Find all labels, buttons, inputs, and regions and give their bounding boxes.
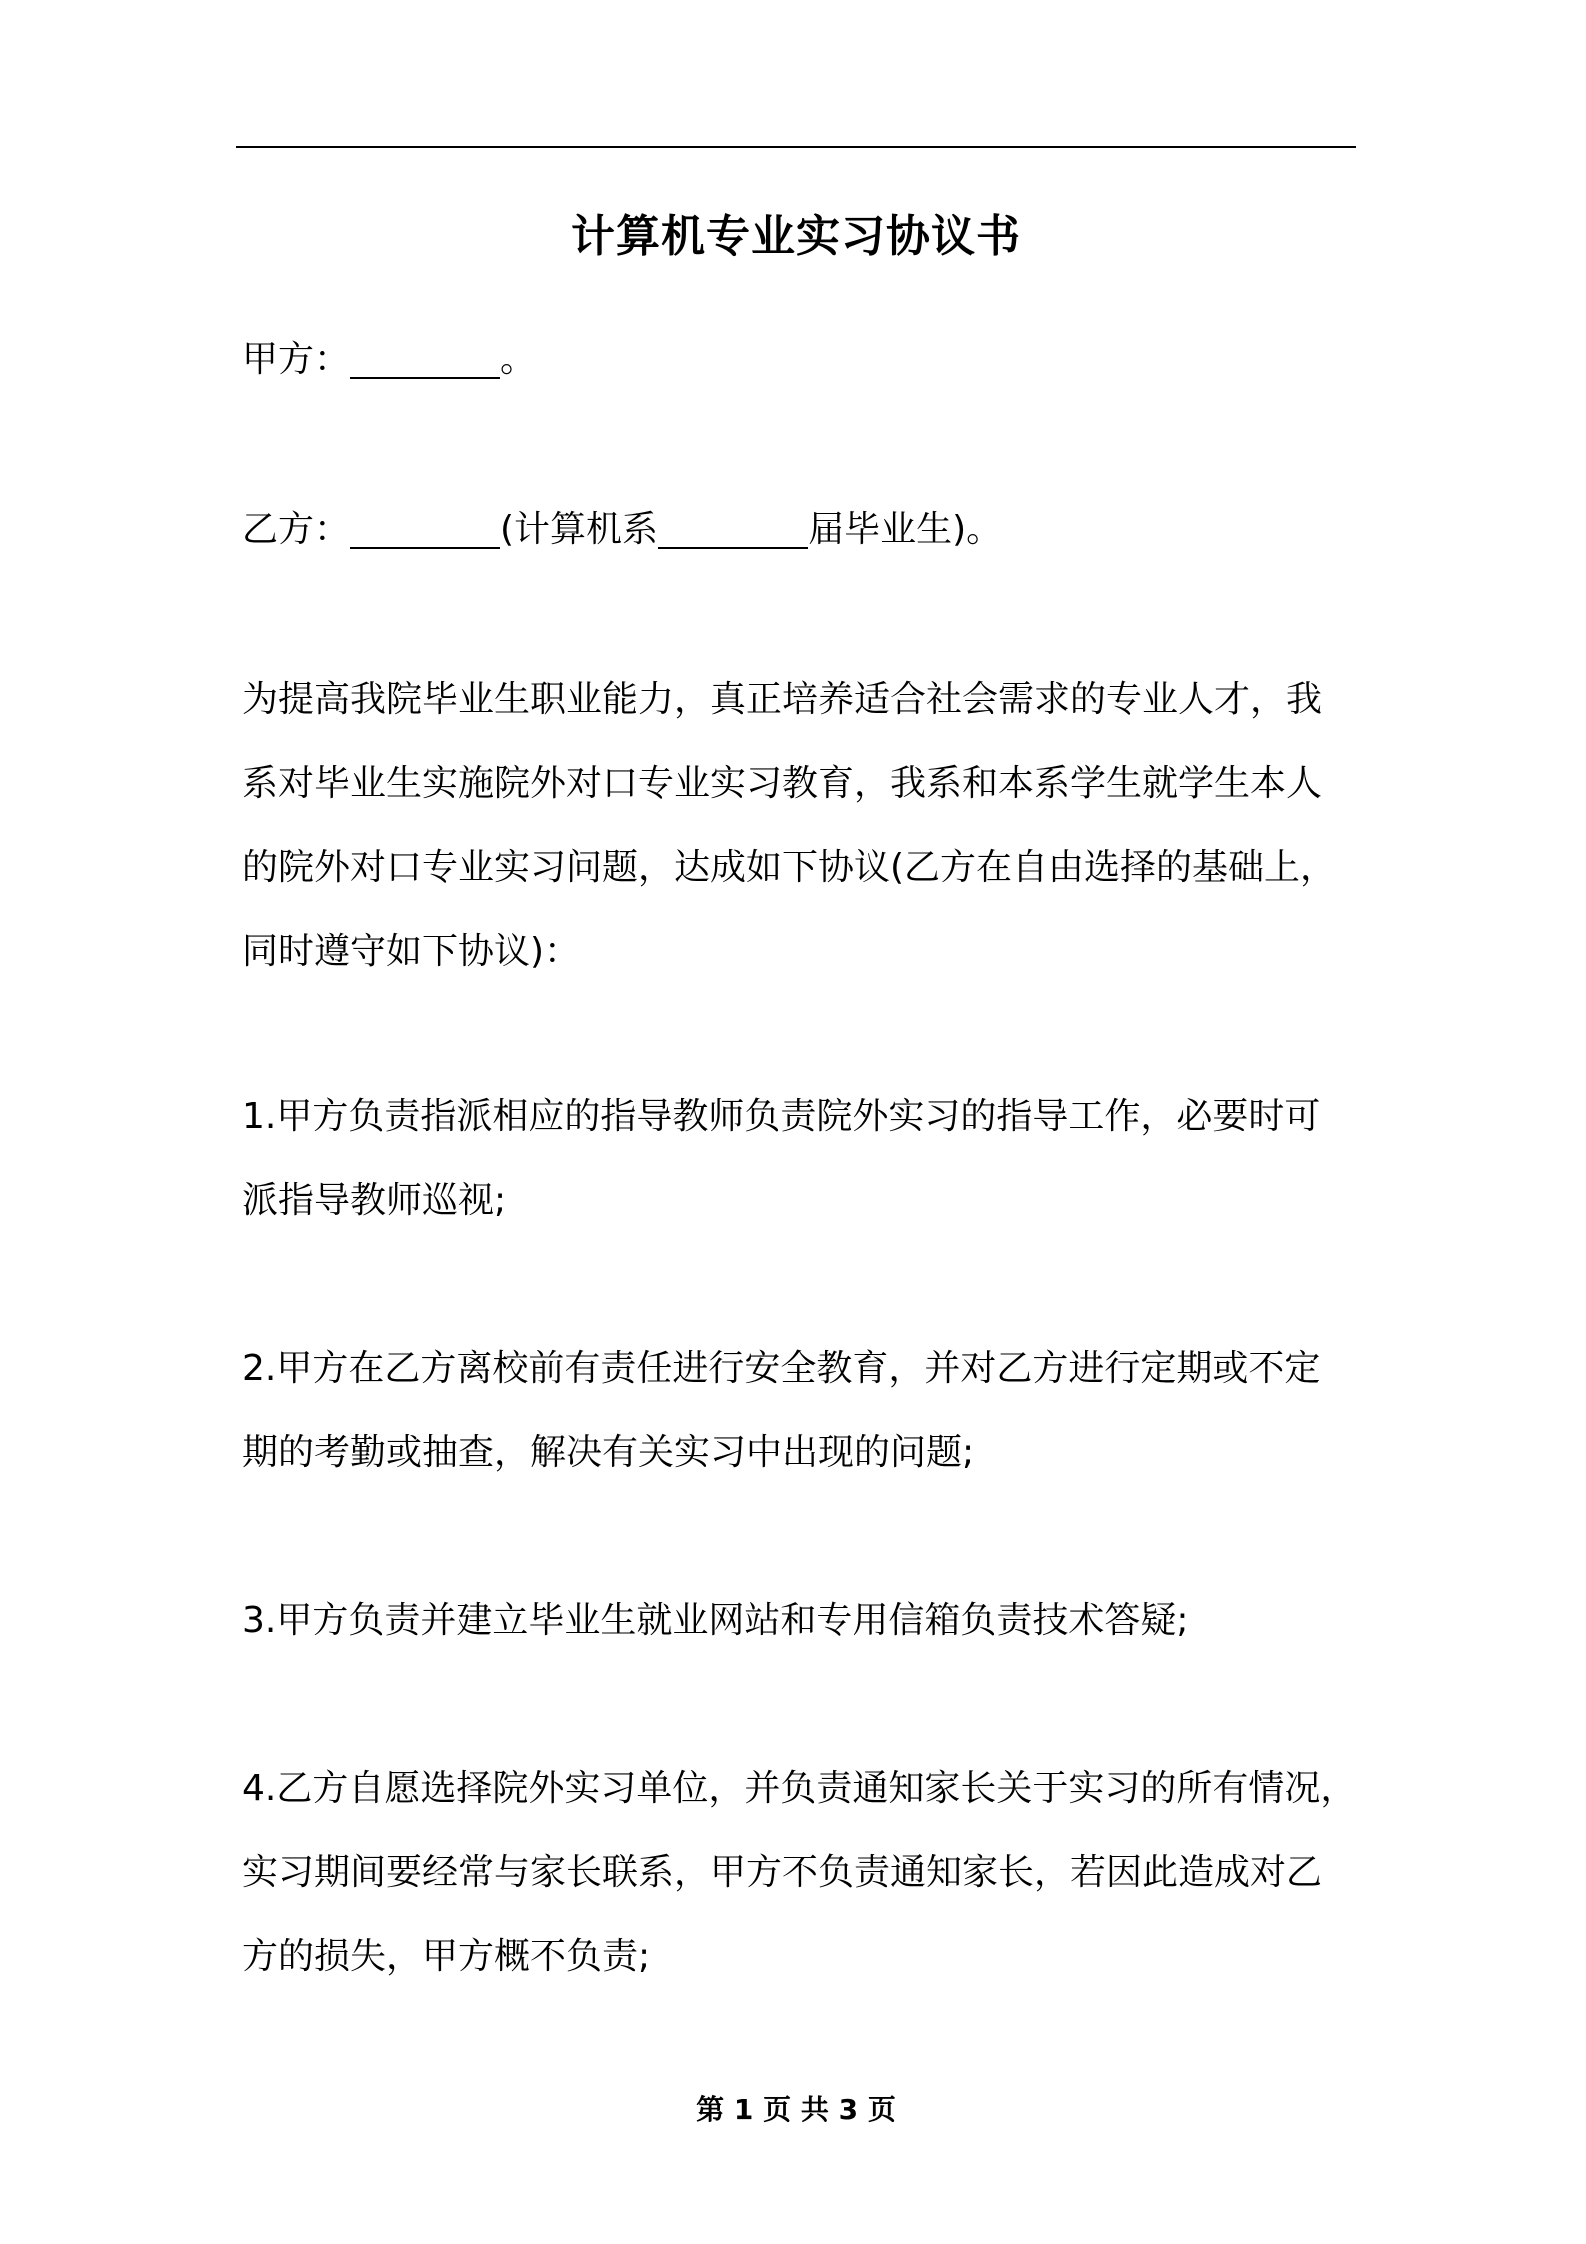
clause-2 — [242, 1327, 1362, 1495]
clause-line: 4.乙方自愿选择院外实习单位，并负责通知家长关于实习的所有情况， — [242, 1768, 1357, 1809]
clause-line: 1.甲方负责指派相应的指导教师负责院外实习的指导工作，必要时可 — [242, 1096, 1321, 1137]
clause-line: 3.甲方负责并建立毕业生就业网站和专用信箱负责技术答疑; — [242, 1600, 1189, 1641]
party-b-year-blank — [658, 511, 808, 549]
clause-line: 方的损失，甲方概不负责; — [242, 1936, 651, 1977]
party-b-suffix: 届毕业生)。 — [808, 509, 1003, 550]
intro-line: 同时遵守如下协议)： — [242, 931, 581, 972]
clause-line: 2.甲方在乙方离校前有责任进行安全教育，并对乙方进行定期或不定 — [242, 1348, 1321, 1389]
intro-line: 系对毕业生实施院外对口专业实习教育，我系和本系学生就学生本人 — [242, 763, 1323, 804]
intro-line: 为提高我院毕业生职业能力，真正培养适合社会需求的专业人才，我 — [242, 679, 1323, 720]
document-title: 计算机专业实习协议书 — [571, 211, 1021, 262]
clause-line: 实习期间要经常与家长联系，甲方不负责通知家长，若因此造成对乙 — [242, 1852, 1323, 1893]
intro-line: 的院外对口专业实习问题，达成如下协议(乙方在自由选择的基础上， — [242, 847, 1337, 888]
party-b-middle: (计算机系 — [500, 509, 659, 550]
party-b-line — [242, 488, 1362, 572]
header-rule — [236, 146, 1356, 148]
page-number-footer: 第 1 页 共 3 页 — [696, 2093, 896, 2126]
clause-4 — [242, 1747, 1362, 1999]
party-b-name-blank — [350, 511, 500, 549]
clause-line: 期的考勤或抽查，解决有关实习中出现的问题; — [242, 1432, 975, 1473]
clause-line: 派指导教师巡视; — [242, 1180, 507, 1221]
clause-3 — [242, 1579, 1362, 1663]
party-a-suffix: 。 — [500, 339, 537, 380]
party-a-label: 甲方： — [242, 339, 351, 380]
clause-1 — [242, 1075, 1362, 1243]
party-b-label: 乙方： — [242, 509, 351, 550]
intro-paragraph — [242, 658, 1362, 994]
party-a-blank — [350, 341, 500, 379]
party-a-line — [242, 318, 1362, 402]
